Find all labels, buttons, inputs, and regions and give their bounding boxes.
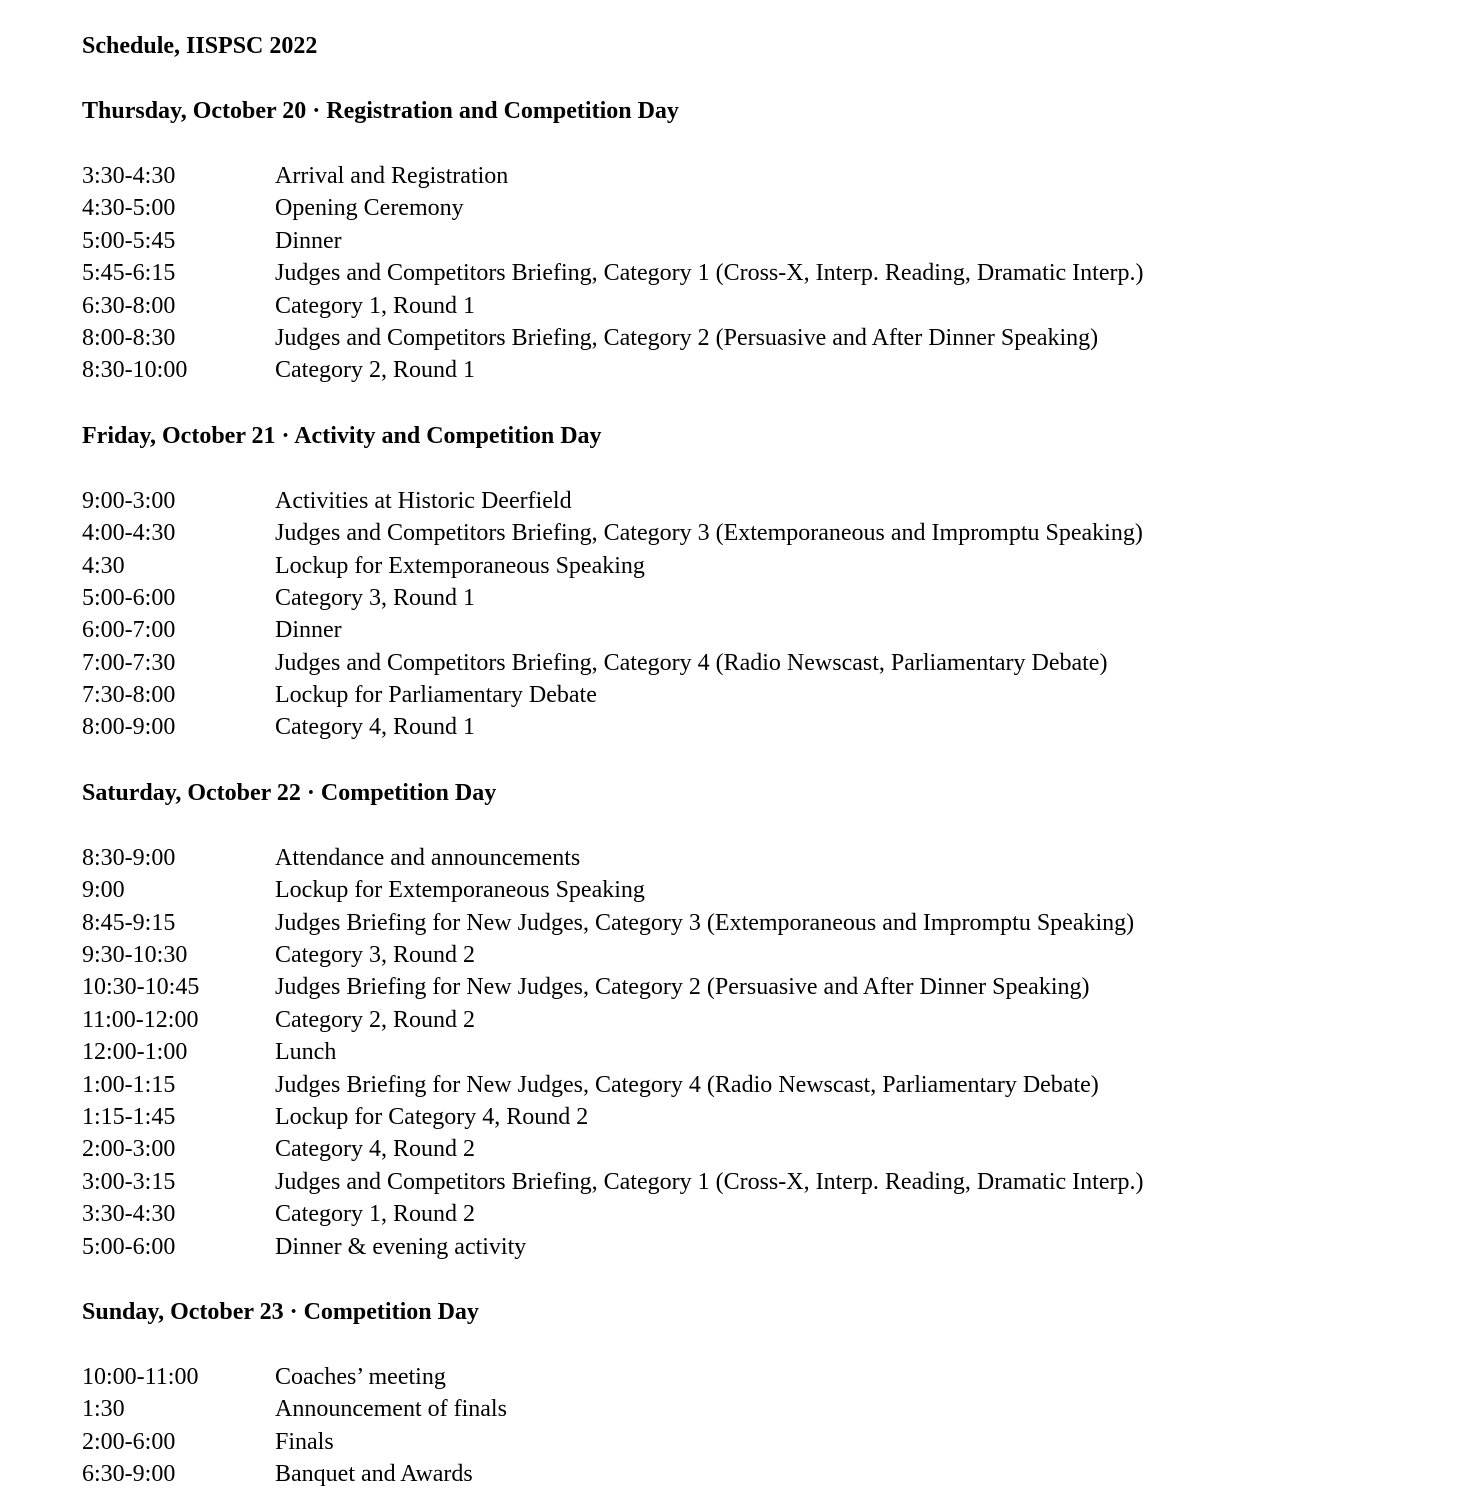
event-description: Lockup for Parliamentary Debate [275, 682, 597, 709]
document-title: Schedule, IISPSC 2022 [82, 33, 318, 59]
time-slot: 2:00-6:00 [82, 1428, 176, 1455]
schedule-row [82, 1069, 1462, 1101]
day-heading: Saturday, October 22 · Competition Day [82, 779, 497, 806]
event-description: Judges Briefing for New Judges, Category 4 (Radio Newscast, Parliamentary Debate) [275, 1071, 1099, 1098]
event-description: Category 2, Round 2 [275, 1006, 475, 1033]
time-slot: 9:30-10:30 [82, 942, 188, 969]
event-description: Finals [275, 1428, 334, 1455]
schedule-row [82, 1036, 1462, 1068]
event-description: Banquet and Awards [275, 1461, 473, 1488]
schedule-row [82, 1426, 1462, 1458]
time-slot: 7:00-7:30 [82, 649, 176, 676]
event-description: Category 1, Round 2 [275, 1201, 475, 1228]
day-heading: Sunday, October 23 · Competition Day [82, 1298, 479, 1325]
time-slot: 1:00-1:15 [82, 1071, 176, 1098]
day-section [82, 1296, 1462, 1491]
time-slot: 12:00-1:00 [82, 1039, 188, 1066]
schedule-row [82, 874, 1462, 906]
event-description: Judges and Competitors Briefing, Category 3 (Extemporaneous and Impromptu Speaking) [275, 520, 1143, 547]
time-slot: 6:00-7:00 [82, 617, 176, 644]
schedule-row [82, 485, 1462, 517]
time-slot: 8:45-9:15 [82, 909, 176, 936]
event-description: Judges and Competitors Briefing, Category 2 (Persuasive and After Dinner Speaking) [275, 324, 1099, 351]
time-slot: 6:30-9:00 [82, 1461, 176, 1488]
event-description: Dinner [275, 617, 342, 644]
schedule-row [82, 225, 1462, 257]
day-heading: Friday, October 21 · Activity and Competition Day [82, 422, 602, 449]
time-slot: 5:45-6:15 [82, 260, 176, 287]
schedule-row [82, 290, 1462, 322]
schedule-list [82, 160, 1462, 387]
schedule-row [82, 614, 1462, 646]
schedule-row [82, 647, 1462, 679]
event-description: Category 4, Round 2 [275, 1136, 475, 1163]
time-slot: 10:30-10:45 [82, 974, 200, 1001]
schedule-row [82, 1361, 1462, 1393]
time-slot: 4:30 [82, 552, 125, 579]
schedule-row [82, 192, 1462, 224]
event-description: Lockup for Extemporaneous Speaking [275, 552, 645, 579]
time-slot: 8:00-8:30 [82, 324, 176, 351]
event-description: Judges and Competitors Briefing, Category 4 (Radio Newscast, Parliamentary Debate) [275, 649, 1108, 676]
time-slot: 5:00-6:00 [82, 1233, 176, 1260]
time-slot: 8:30-10:00 [82, 357, 188, 384]
event-description: Judges Briefing for New Judges, Category 2 (Persuasive and After Dinner Speaking) [275, 974, 1090, 1001]
time-slot: 1:30 [82, 1396, 125, 1423]
event-description: Opening Ceremony [275, 195, 464, 222]
event-description: Coaches’ meeting [275, 1363, 446, 1390]
event-description: Judges and Competitors Briefing, Category 1 (Cross-X, Interp. Reading, Dramatic Interp.) [275, 260, 1144, 287]
time-slot: 7:30-8:00 [82, 682, 176, 709]
schedule-row [82, 160, 1462, 192]
time-slot: 8:30-9:00 [82, 844, 176, 871]
event-description: Category 3, Round 1 [275, 584, 475, 611]
event-description: Dinner [275, 227, 342, 254]
time-slot: 1:15-1:45 [82, 1103, 176, 1130]
time-slot: 6:30-8:00 [82, 292, 176, 319]
schedule-list [82, 842, 1462, 1263]
event-description: Category 2, Round 1 [275, 357, 475, 384]
event-description: Lunch [275, 1039, 337, 1066]
schedule-row [82, 1004, 1462, 1036]
time-slot: 5:00-6:00 [82, 584, 176, 611]
day-section [82, 95, 1462, 387]
schedule-row [82, 907, 1462, 939]
schedule-list [82, 485, 1462, 744]
schedule-row [82, 1166, 1462, 1198]
day-section [82, 420, 1462, 744]
time-slot: 3:30-4:30 [82, 163, 176, 189]
schedule-row [82, 1393, 1462, 1425]
schedule-list [82, 1361, 1462, 1491]
event-description: Category 1, Round 1 [275, 292, 475, 319]
event-description: Lockup for Extemporaneous Speaking [275, 877, 645, 904]
time-slot: 11:00-12:00 [82, 1006, 199, 1033]
time-slot: 4:00-4:30 [82, 520, 176, 547]
schedule-row [82, 1231, 1462, 1263]
time-slot: 3:00-3:15 [82, 1168, 176, 1195]
event-description: Announcement of finals [275, 1396, 507, 1423]
schedule-row [82, 257, 1462, 289]
schedule-row [82, 971, 1462, 1003]
schedule-row [82, 1101, 1462, 1133]
schedule-row [82, 939, 1462, 971]
schedule-document [82, 30, 1462, 1491]
event-description: Lockup for Category 4, Round 2 [275, 1103, 589, 1130]
schedule-row [82, 322, 1462, 354]
time-slot: 9:00 [82, 877, 125, 904]
time-slot: 10:00-11:00 [82, 1363, 199, 1390]
time-slot: 3:30-4:30 [82, 1201, 176, 1228]
time-slot: 4:30-5:00 [82, 195, 176, 222]
event-description: Attendance and announcements [275, 844, 581, 871]
schedule-row [82, 1133, 1462, 1165]
schedule-row [82, 582, 1462, 614]
schedule-row [82, 354, 1462, 386]
event-description: Category 4, Round 1 [275, 714, 475, 741]
event-description: Category 3, Round 2 [275, 942, 475, 969]
schedule-row [82, 679, 1462, 711]
event-description: Dinner & evening activity [275, 1233, 527, 1260]
time-slot: 8:00-9:00 [82, 714, 176, 741]
event-description: Arrival and Registration [275, 163, 509, 189]
day-heading: Thursday, October 20 · Registration and Competition Day [82, 98, 679, 124]
time-slot: 2:00-3:00 [82, 1136, 176, 1163]
schedule-row [82, 517, 1462, 549]
schedule-row [82, 711, 1462, 743]
time-slot: 5:00-5:45 [82, 227, 176, 254]
schedule-row [82, 1458, 1462, 1490]
event-description: Judges Briefing for New Judges, Category 3 (Extemporaneous and Impromptu Speaking) [275, 909, 1135, 936]
schedule-row [82, 1198, 1462, 1230]
schedule-row [82, 550, 1462, 582]
days-container [82, 95, 1462, 1491]
time-slot: 9:00-3:00 [82, 487, 176, 514]
event-description: Judges and Competitors Briefing, Category 1 (Cross-X, Interp. Reading, Dramatic Interp.) [275, 1168, 1144, 1195]
schedule-row [82, 842, 1462, 874]
event-description: Activities at Historic Deerfield [275, 487, 572, 514]
day-section [82, 777, 1462, 1263]
